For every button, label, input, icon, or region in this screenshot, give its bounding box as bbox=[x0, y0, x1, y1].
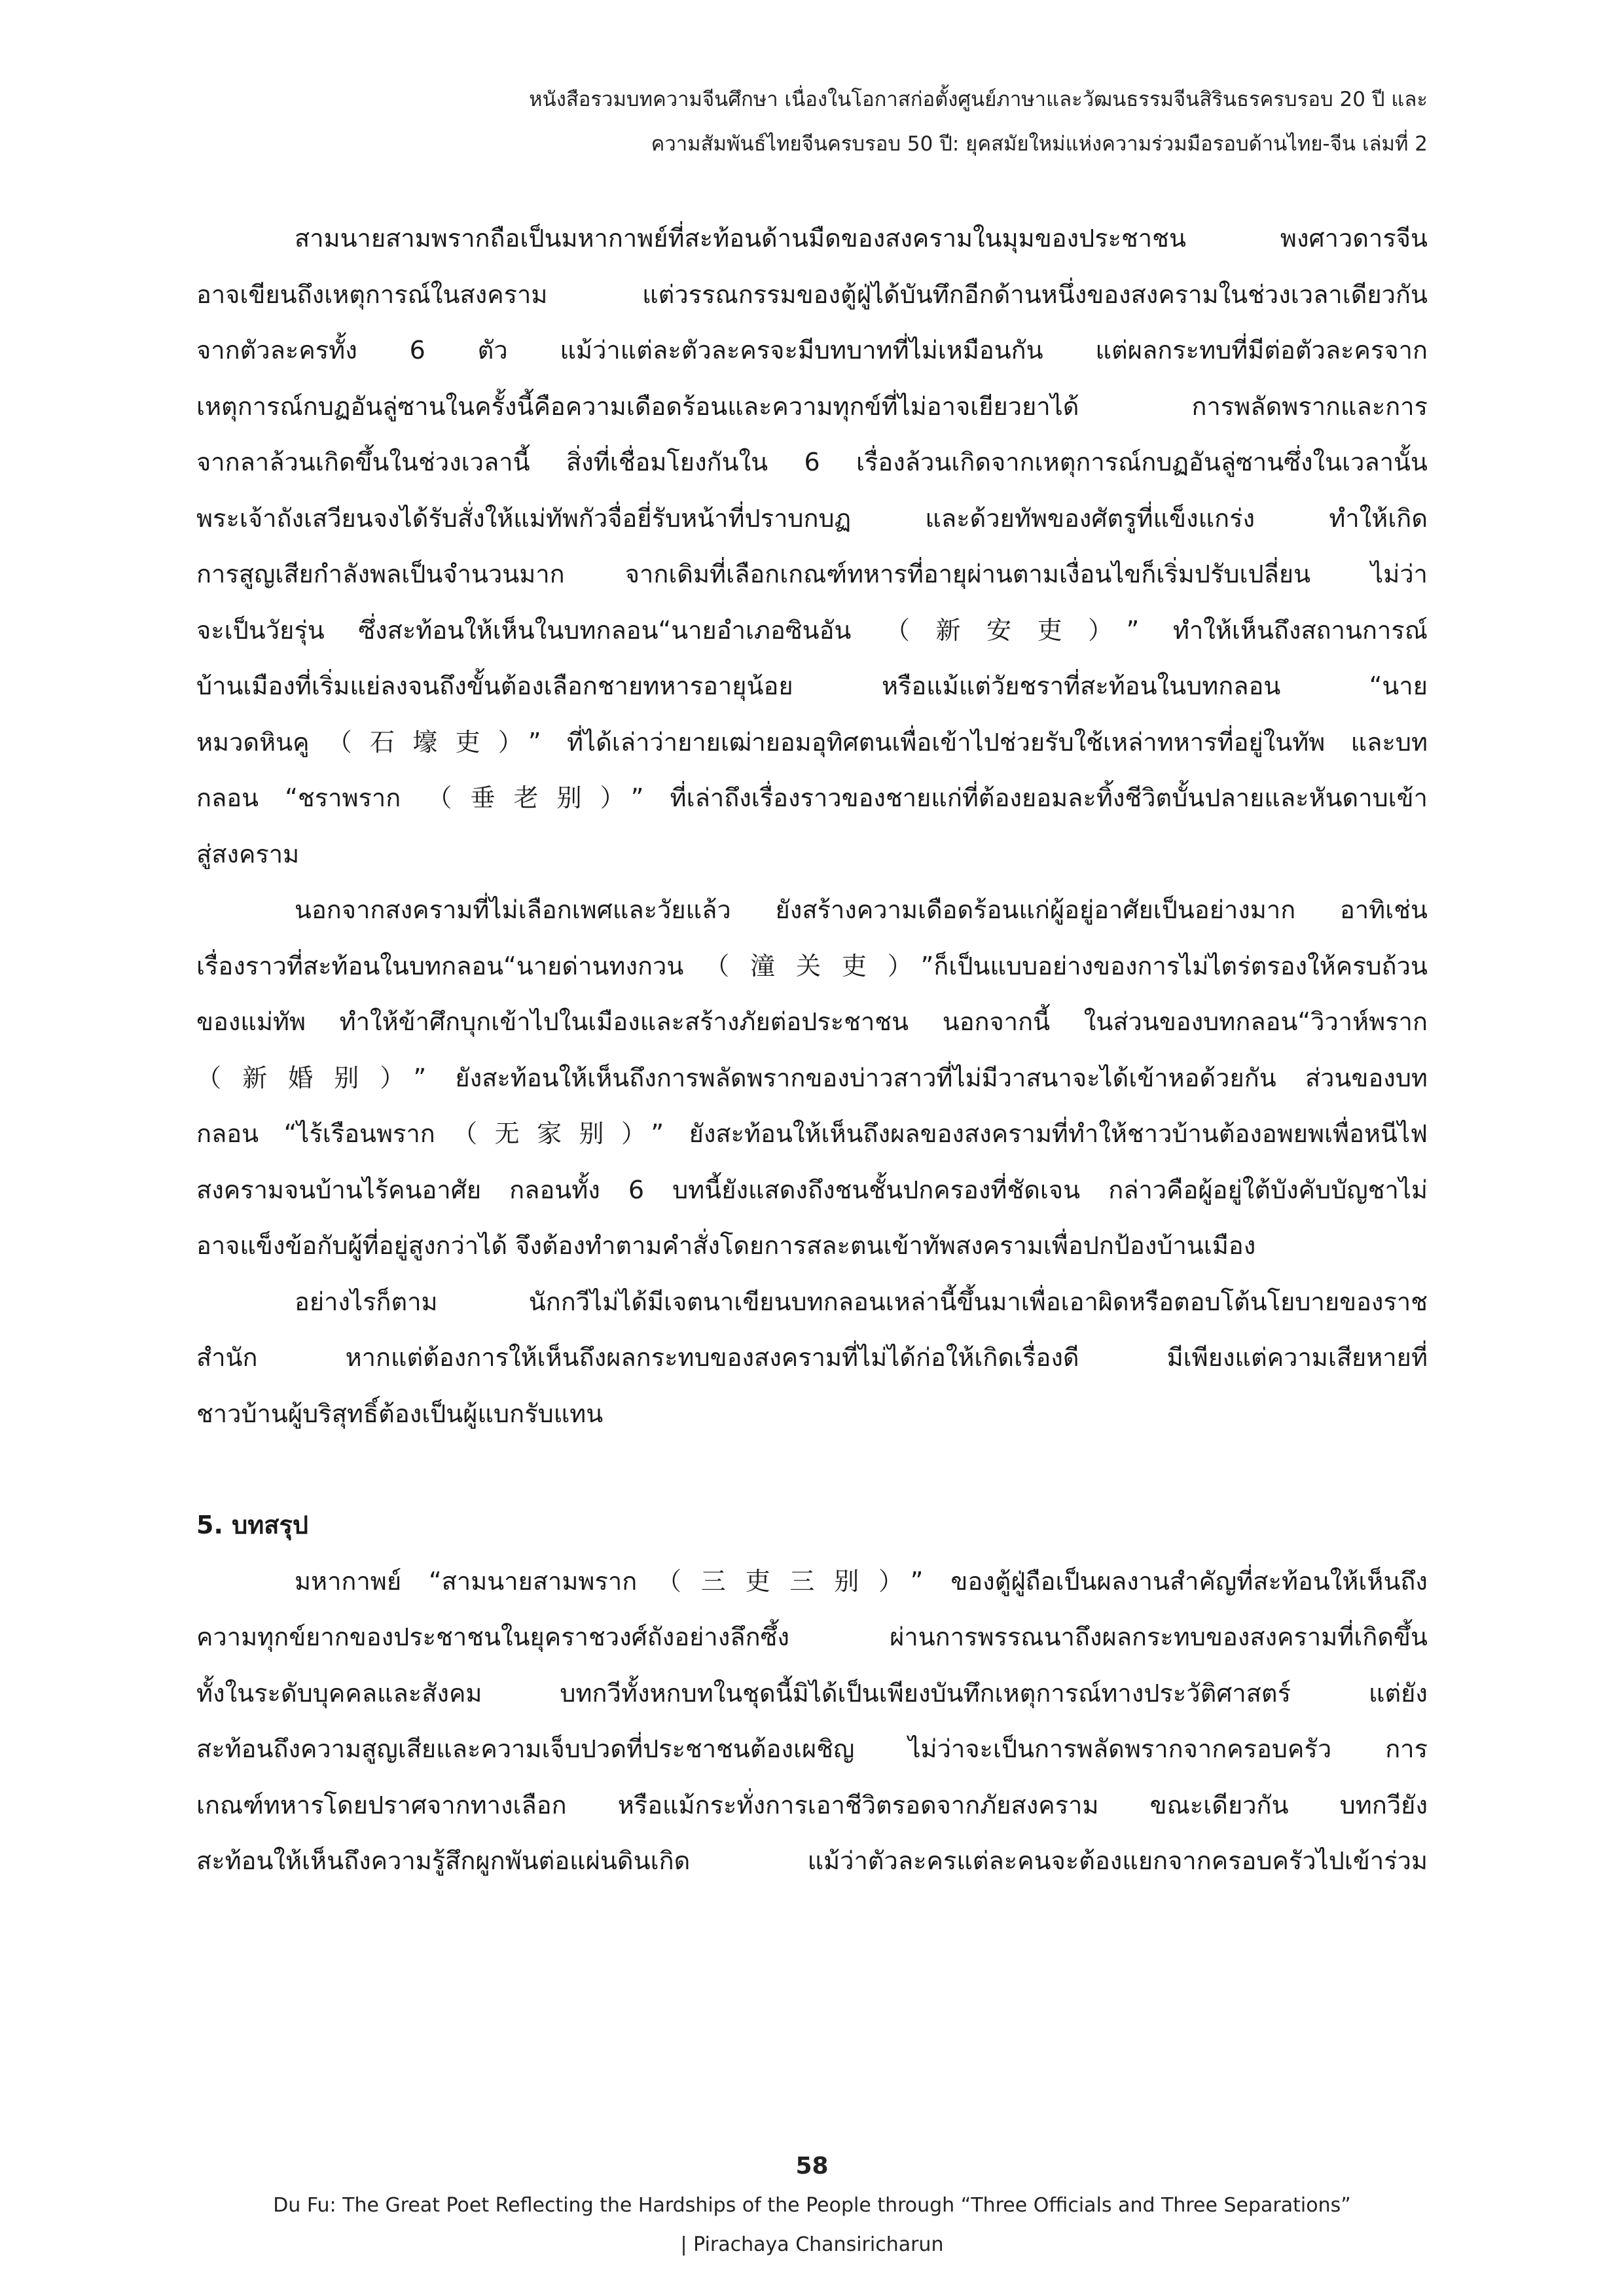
text-line: สะท้อนถึงความสูญเสียและความเจ็บปวดที่ประชาชนต้องเผชิญ ไม่ว่าจะเป็นการพลัดพรากจากครอบครัว การ bbox=[196, 1734, 1428, 1763]
footer-author: | Pirachaya Chansiricharun bbox=[680, 2233, 944, 2256]
text-line: เรื่องราวที่สะท้อนในบทกลอน“นายด่านทงกวน（潼关吏）”ก็เป็นแบบอย่างของการไม่ไตร่ตรองให้ครบถ้วน bbox=[196, 951, 1428, 980]
text-line: จะเป็นวัยรุ่น ซึ่งสะท้อนให้เห็นในบทกลอน“นายอำเภอซินอัน （新安吏）” ทำให้เห็นถึงสถานการณ์ bbox=[196, 615, 1428, 645]
text-line: กลอน “ไร้เรือนพราก（无家别）” ยังสะท้อนให้เห็นถึงผลของสงครามที่ทำให้ชาวบ้านต้องอพยพเพื่อหนีไฟ bbox=[196, 1119, 1428, 1148]
text-line: สู่สงคราม bbox=[196, 839, 300, 869]
text-line: จากตัวละครทั้ง 6 ตัว แม้ว่าแต่ละตัวละครจะมีบทบาทที่ไม่เหมือนกัน แต่ผลกระทบที่มีต่อตัวละครจาก bbox=[196, 336, 1428, 365]
text-line: นอกจากสงครามที่ไม่เลือกเพศและวัยแล้ว ยังสร้างความเดือดร้อนแก่ผู้อยู่อาศัยเป็นอย่างมาก อาทิเช่น bbox=[295, 895, 1428, 924]
text-line: ความทุกข์ยากของประชาชนในยุคราชวงศ์ถังอย่างลึกซึ้ง ผ่านการพรรณนาถึงผลกระทบของสงครามที่เกิดขึ้น bbox=[196, 1623, 1428, 1651]
text-line: ชาวบ้านผู้บริสุทธิ์ต้องเป็นผู้แบกรับแทน bbox=[196, 1399, 604, 1428]
paragraph-4 bbox=[196, 1554, 1428, 1890]
running-header bbox=[196, 77, 1428, 166]
paragraph-2 bbox=[196, 882, 1428, 1274]
text-line: อย่างไรก็ตาม นักกวีไม่ได้มีเจตนาเขียนบทกลอนเหล่านี้ขึ้นมาเพื่อเอาผิดหรือตอบโต้นโยบายของราช bbox=[295, 1287, 1428, 1316]
text-line: เหตุการณ์กบฏอันลู่ซานในครั้งนี้คือความเดือดร้อนและความทุกข์ที่ไม่อาจเยียวยาได้ การพลัดพรากและการ bbox=[196, 391, 1428, 421]
page-footer bbox=[0, 2147, 1624, 2265]
running-header-line-2: ความสัมพันธ์ไทยจีนครบรอบ 50 ปี: ยุคสมัยใหม่แห่งความร่วมมือรอบด้านไทย-จีน เล่มที่ 2 bbox=[651, 132, 1428, 156]
text-line: สงครามจนบ้านไร้คนอาศัย กลอนทั้ง 6 บทนี้ยังแสดงถึงชนชั้นปกครองที่ชัดเจน กล่าวคือผู้อยู่ใต้บังคับบัญชาไม่ bbox=[196, 1175, 1428, 1204]
text-line: หมวดหินคู（石壕吏）” ที่ได้เล่าว่ายายเฒ่ายอมอุทิศตนเพื่อเข้าไปช่วยรับใช้เหล่าทหารที่อยู่ในทัพ และบท bbox=[196, 727, 1428, 757]
text-line: บ้านเมืองที่เริ่มแย่ลงจนถึงขั้นต้องเลือกชายทหารอายุน้อย หรือแม้แต่วัยชราที่สะท้อนในบทกลอน “นาย bbox=[196, 672, 1428, 700]
text-line: มหากาพย์ “สามนายสามพราก（三吏三别）” ของตู้ฝู่ถือเป็นผลงานสำคัญที่สะท้อนให้เห็นถึง bbox=[295, 1566, 1428, 1596]
paragraph-1 bbox=[196, 211, 1428, 882]
paragraph-3 bbox=[196, 1274, 1428, 1443]
text-line: จากลาล้วนเกิดขึ้นในช่วงเวลานี้ สิ่งที่เชื่อมโยงกันใน 6 เรื่องล้วนเกิดจากเหตุการณ์กบฏอันลู่ซานซึ่งในเวลานั้น bbox=[196, 448, 1428, 476]
text-line: สะท้อนให้เห็นถึงความรู้สึกผูกพันต่อแผ่นดินเกิด แม้ว่าตัวละครแต่ละคนจะต้องแยกจากครอบครัวไปเข้าร่วม bbox=[196, 1846, 1428, 1875]
text-line: สามนายสามพรากถือเป็นมหากาพย์ที่สะท้อนด้านมืดของสงครามในมุมของประชาชน พงศาวดารจีน bbox=[295, 224, 1428, 253]
text-line: อาจแข็งข้อกับผู้ที่อยู่สูงกว่าได้ จึงต้องทำตามคำสั่งโดยการสละตนเข้าทัพสงครามเพื่อปกป้องบ้านเมือง bbox=[196, 1231, 1256, 1260]
page-number: 58 bbox=[795, 2153, 829, 2179]
text-line: พระเจ้าถังเสวียนจงได้รับสั่งให้แม่ทัพกัวจื่อยี่รับหน้าที่ปราบกบฏ และด้วยทัพของศัตรูที่แข็งแกร่ง ทำให้เกิด bbox=[196, 503, 1428, 533]
text-line: （新婚别）” ยังสะท้อนให้เห็นถึงการพลัดพรากของบ่าวสาวที่ไม่มีวาสนาจะได้เข้าหอด้วยกัน ส่วนของบท bbox=[196, 1063, 1428, 1092]
text-line: การสูญเสียกำลังพลเป็นจำนวนมาก จากเดิมที่เลือกเกณฑ์ทหารที่อายุผ่านตามเงื่อนไขก็เริ่มปรับเปลี่ยน ไม่ว่า bbox=[196, 560, 1428, 588]
footer-article-title: Du Fu: The Great Poet Reflecting the Hardships of the People through “Three Officials and Three Separations” bbox=[273, 2194, 1351, 2217]
text-line: ทั้งในระดับบุคคลและสังคม บทกวีทั้งหกบทในชุดนี้มิได้เป็นเพียงบันทึกเหตุการณ์ทางประวัติศาสตร์ แต่ยัง bbox=[196, 1678, 1428, 1708]
text-line: อาจเขียนถึงเหตุการณ์ในสงคราม แต่วรรณกรรมของตู้ฝู่ได้บันทึกอีกด้านหนึ่งของสงครามในช่วงเวลาเดียวกัน bbox=[196, 279, 1428, 309]
section-heading: 5. บทสรุป bbox=[196, 1511, 308, 1539]
body-text bbox=[196, 211, 1428, 1890]
text-line: ของแม่ทัพ ทำให้ข้าศึกบุกเข้าไปในเมืองและสร้างภัยต่อประชาชน นอกจากนี้ ในส่วนของบทกลอน“วิวาห์พราก bbox=[196, 1007, 1428, 1036]
text-line: เกณฑ์ทหารโดยปราศจากทางเลือก หรือแม้กระทั่งการเอาชีวิตรอดจากภัยสงคราม ขณะเดียวกัน บทกวียัง bbox=[196, 1790, 1428, 1820]
text-line: กลอน “ชราพราก （垂老别）” ที่เล่าถึงเรื่องราวของชายแก่ที่ต้องยอมละทิ้งชีวิตบั้นปลายและหันดาบเข้า bbox=[196, 783, 1428, 812]
running-header-line-1: หนังสือรวมบทความจีนศึกษา เนื่องในโอกาสก่อตั้งศูนย์ภาษาและวัฒนธรรมจีนสิรินธรครบรอบ 20 ปี และ bbox=[529, 88, 1428, 111]
text-line: สำนัก หากแต่ต้องการให้เห็นถึงผลกระทบของสงครามที่ไม่ได้ก่อให้เกิดเรื่องดี มีเพียงแต่ความเสียหายที่ bbox=[196, 1343, 1428, 1372]
